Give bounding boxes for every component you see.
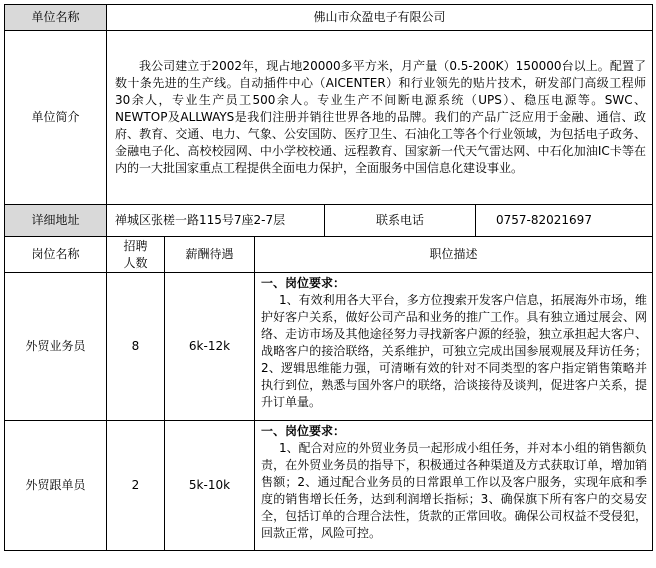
job-description-text: 1、有效利用各大平台，多方位搜索开发客户信息，拓展海外市场，维护好客户关系，做好公司产品和业务的推广工作。具有独立通过展会、网络、走访市场及其他途径努力寻找新客户源的经验，独立承担起大客户、战略客户的接洽联络，关系维护，可独立完成出国参展观展及拜访任务；2、逻辑思维能力强，可清晰有效的针对不同类型的客户指定销售策略并执行到位，熟悉与国外客户的联络，洽谈接待及谈判，促进客户关系，提升订单量。 — [261, 293, 648, 409]
header-salary: 薪酬待遇 — [165, 237, 255, 273]
job-description-text: 1、配合对应的外贸业务员一起形成小组任务，并对本小组的销售额负责，在外贸业务员的指导下，积极通过各种渠道及方式获取订单，增加销售额；2、通过配合业务员的日常跟单工作以及客户服务，实现年底和季度的销售增长任务，达到利润增长指标；3、确保旗下所有客户的交易安全，包括订单的合理合法性，货款的正常回收。确保公司权益不受侵犯，回款正常，风险可控。 — [261, 441, 648, 540]
address-value: 禅城区张槎一路115号7座2-7层 — [107, 205, 325, 237]
phone-value: 0757-82021697 — [496, 213, 592, 227]
phone-label: 联系电话 — [375, 213, 424, 227]
company-name-row — [5, 5, 653, 31]
job-description — [255, 421, 653, 551]
job-salary: 6k-12k — [165, 273, 255, 421]
header-headcount — [107, 237, 165, 273]
job-requirements-title: 一、岗位要求： — [261, 276, 346, 290]
header-position: 岗位名称 — [5, 237, 107, 273]
header-description: 职位描述 — [255, 237, 653, 273]
company-intro-row — [5, 31, 653, 205]
job-headcount: 8 — [107, 273, 165, 421]
jobs-header-row — [5, 237, 653, 273]
company-name: 佛山市众盈电子有限公司 — [107, 5, 653, 31]
address-label: 详细地址 — [5, 205, 107, 237]
table-row — [5, 421, 653, 551]
job-headcount: 2 — [107, 421, 165, 551]
company-intro: 我公司建立于2002年，现占地20000多平方米，月产量（0.5-200K）150000台以上。配置了数十条先进的生产线。自动插件中心（AICENTER）和行业领先的贴片技术，研发部门高级工程师30余人，专业生产员工500余人。专业生产不间断电源系统（UPS）、稳压电源等。SWC、NEWTOP及ALLWAYS是我们注册并销往世界各地的品牌。我们的产品广泛应用于金融、通信、政府、教育、交通、电力、气象、公安国防、医疗卫生、石油化工等各个行业领域，为包括电子政务、金融电子化、高校校园网、中小学校校通、远程教育、国家新一代天气雷达网、中石化加油IC卡等在内的一大批国家重点工程提供全面电力保护，全面服务中国信息化建设事业。 — [107, 31, 653, 205]
table-row — [5, 273, 653, 421]
company-name-label: 单位名称 — [5, 5, 107, 31]
address-row — [5, 205, 653, 237]
job-position: 外贸业务员 — [5, 273, 107, 421]
phone-cell — [325, 205, 653, 237]
company-intro-label: 单位简介 — [5, 31, 107, 205]
job-requirements-title: 一、岗位要求： — [261, 424, 346, 438]
job-description — [255, 273, 653, 421]
job-position: 外贸跟单员 — [5, 421, 107, 551]
header-headcount-text: 招聘人数 — [123, 238, 148, 270]
recruitment-table — [4, 4, 653, 551]
job-salary: 5k-10k — [165, 421, 255, 551]
